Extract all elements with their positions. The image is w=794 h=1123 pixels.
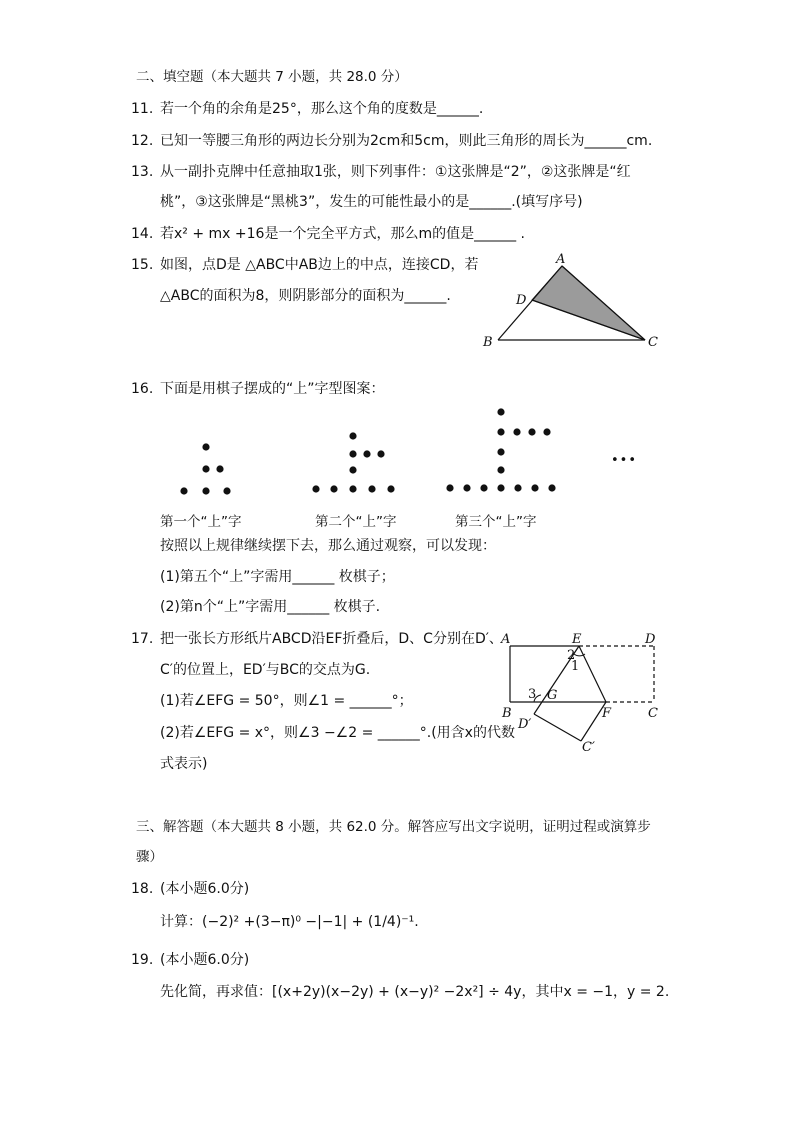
q18-expression: 计算：(−2)² +(3−π)⁰ −|−1| + (1/4)⁻¹. (160, 914, 419, 930)
q15-triangle-figure (476, 252, 666, 352)
section-3-heading: 三、解答题（本大题共 8 小题，共 62.0 分。解答应写出文字说明，证明过程或演算步 (136, 819, 651, 835)
pattern-2 (312, 432, 394, 492)
q15-label-a: A (556, 252, 566, 267)
q15-label-c: C (648, 335, 658, 350)
pattern-3 (446, 408, 555, 491)
q17-label-2: 2 (567, 648, 576, 663)
q16-chess-patterns (160, 400, 640, 500)
q14-text: 若x² + mx +16是一个完全平方式，那么m的值是______ . (160, 226, 525, 242)
q15-line-1: 如图，点D是 △ABC中AB边上的中点，连接CD，若 (160, 257, 479, 273)
q13-number: 13. (131, 164, 154, 180)
q17-label-d: D (645, 632, 656, 647)
q16-part-1: (1)第五个“上”字需用______ 枚棋子； (160, 569, 395, 585)
q17-label-3: 3 (528, 687, 537, 702)
q17-label-1: 1 (571, 659, 580, 674)
q17-label-c-prime: C′ (582, 740, 595, 755)
q16-number: 16. (131, 381, 154, 397)
q16-intro: 下面是用棋子摆成的“上”字型图案： (160, 381, 385, 397)
q15-line-2: △ABC的面积为8，则阴影部分的面积为______. (160, 288, 451, 304)
q18-number: 18. (131, 881, 154, 897)
q17-label-e: E (572, 632, 582, 647)
q15-label-b: B (483, 335, 493, 350)
q17-part-2: (2)若∠EFG = x°，则∠3 −∠2 = ______°.(用含x的代数 (160, 725, 515, 741)
q19-number: 19. (131, 952, 154, 968)
q17-part-2-cont: 式表示) (160, 756, 208, 772)
q17-label-b: B (502, 706, 512, 721)
q12-text: 已知一等腰三角形的两边长分别为2cm和5cm，则此三角形的周长为______cm. (160, 133, 653, 149)
q16-caption-1: 第一个“上”字 (160, 514, 242, 530)
q17-number: 17. (131, 631, 154, 647)
q17-label-d-prime: D′ (518, 717, 532, 732)
q19-expression: 先化简，再求值：[(x+2y)(x−2y) + (x−y)² −2x²] ÷ 4y，其中x = −1，y = 2. (160, 984, 670, 1000)
q19-score: (本小题6.0分) (160, 952, 250, 968)
section-3-heading-cont: 骤） (136, 849, 163, 865)
q12-number: 12. (131, 133, 154, 149)
q18-score: (本小题6.0分) (160, 881, 250, 897)
q17-label-f: F (602, 706, 612, 721)
q15-number: 15. (131, 257, 154, 273)
q17-line-2: C′的位置上，ED′与BC的交点为G. (160, 662, 371, 678)
section-2-heading: 二、填空题（本大题共 7 小题，共 28.0 分） (136, 69, 408, 85)
q16-part-2: (2)第n个“上”字需用______ 枚棋子. (160, 599, 381, 615)
q15-shaded-region (532, 266, 645, 340)
q16-ellipsis: ••• (611, 453, 638, 468)
q16-hint: 按照以上规律继续摆下去，那么通过观察，可以发现： (160, 538, 496, 554)
q17-line-1: 把一张长方形纸片ABCD沿EF折叠后，D、C分别在D′、 (160, 631, 503, 647)
q11-number: 11. (131, 101, 154, 117)
q16-caption-2: 第二个“上”字 (315, 514, 397, 530)
q17-label-c: C (648, 706, 658, 721)
q14-number: 14. (131, 226, 154, 242)
q17-fold-ef (579, 646, 606, 702)
pattern-1 (180, 443, 230, 494)
q16-caption-3: 第三个“上”字 (455, 514, 537, 530)
q17-edge-dc-prime (534, 714, 581, 741)
q17-folding-figure (498, 628, 668, 758)
q17-label-a: A (501, 632, 511, 647)
q11-text: 若一个角的余角是25°，那么这个角的度数是______. (160, 101, 484, 117)
q13-line-2: 桃”，③这张牌是“黑桃3”，发生的可能性最小的是______.(填写序号) (160, 194, 583, 210)
q13-line-1: 从一副扑克牌中任意抽取1张，则下列事件：①这张牌是“2”，②这张牌是“红 (160, 164, 631, 180)
q15-label-d: D (516, 293, 527, 308)
q17-part-1: (1)若∠EFG = 50°，则∠1 = ______°； (160, 693, 413, 709)
q17-label-g: G (547, 688, 558, 703)
